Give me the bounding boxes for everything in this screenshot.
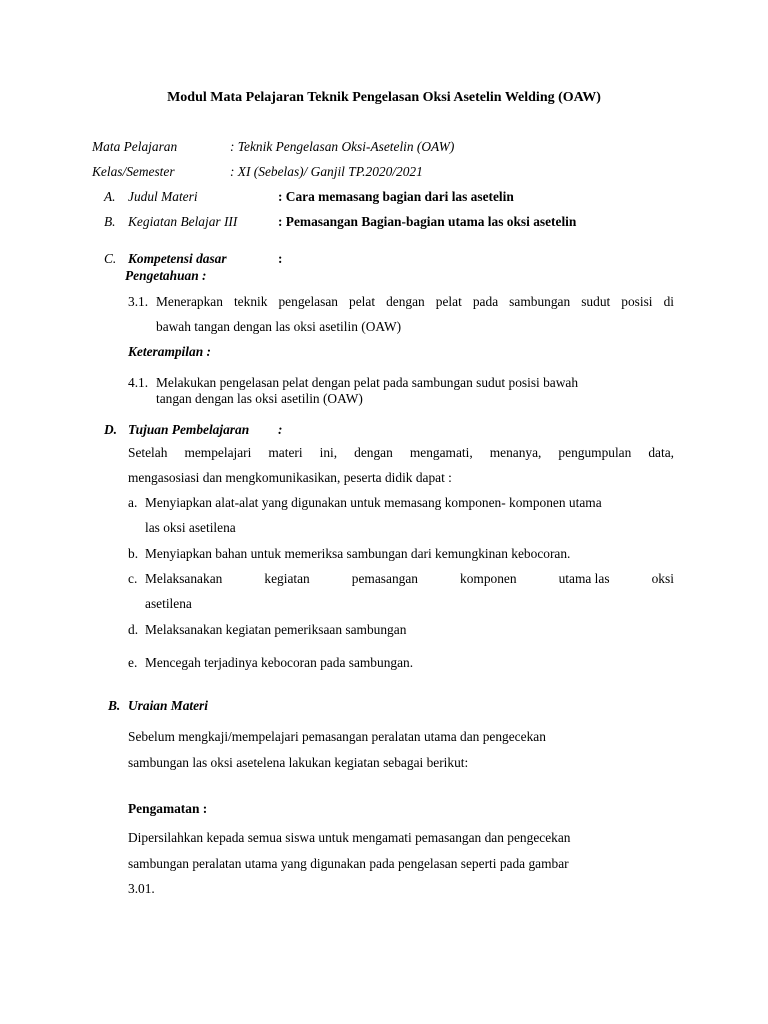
tujuan-item-c-word: Melaksanakan <box>145 571 223 586</box>
tujuan-item-c-word: oksi <box>651 571 674 586</box>
kompetensi-label: Kompetensi dasar <box>128 251 227 266</box>
tujuan-item-d-line1: Melaksanakan kegiatan pemeriksaan sambungan <box>145 622 407 637</box>
section-b2-marker: B. <box>108 698 121 713</box>
kelas-value: : XI (Sebelas)/ Ganjil TP.2020/2021 <box>230 164 423 179</box>
kd41-number: 4.1. <box>128 375 149 390</box>
kd31-number: 3.1. <box>128 294 149 309</box>
tujuan-item-a-line1: Menyiapkan alat-alat yang digunakan untuk memasang komponen- komponen utama <box>145 495 602 510</box>
uraian-materi-label: Uraian Materi <box>128 698 208 713</box>
kompetensi-colon: : <box>278 251 283 266</box>
judul-materi-value: : Cara memasang bagian dari las asetelin <box>278 189 514 204</box>
uraian-para2-line2: sambungan peralatan utama yang digunakan pada pengelasan seperti pada gambar <box>128 856 569 871</box>
tujuan-label: Tujuan Pembelajaran <box>128 422 250 437</box>
section-d-marker: D. <box>104 422 118 437</box>
kegiatan-belajar-label: Kegiatan Belajar III <box>128 214 238 229</box>
tujuan-item-b-line1: Menyiapkan bahan untuk memeriksa sambungan dari kemungkinan kebocoran. <box>145 546 571 561</box>
tujuan-item-a-line2: las oksi asetilena <box>145 520 236 535</box>
pengetahuan-label: Pengetahuan : <box>125 268 207 283</box>
tujuan-item-c-line1 <box>145 571 674 587</box>
kd31-line2: bawah tangan dengan las oksi asetilin (OAW) <box>156 319 402 334</box>
kelas-label: Kelas/Semester <box>92 164 175 179</box>
uraian-para2-line3: 3.01. <box>128 881 155 896</box>
kd41-line1: Melakukan pengelasan pelat dengan pelat pada sambungan sudut posisi bawah <box>156 375 579 390</box>
tujuan-item-c-word: pemasangan <box>351 571 418 586</box>
uraian-para1-line1: Sebelum mengkaji/mempelajari pemasangan peralatan utama dan pengecekan <box>128 729 546 744</box>
kegiatan-belajar-value: : Pemasangan Bagian-bagian utama las oksi asetelin <box>278 214 577 229</box>
tujuan-intro-line2: mengasosiasi dan mengkomunikasikan, peserta didik dapat : <box>128 470 452 485</box>
uraian-para1-line2: sambungan las oksi asetelena lakukan kegiatan sebagai berikut: <box>128 755 469 770</box>
tujuan-item-c-word: utama las <box>558 571 610 586</box>
tujuan-item-a-marker: a. <box>128 495 138 510</box>
pengamatan-label: Pengamatan : <box>128 801 208 816</box>
mapel-label: Mata Pelajaran <box>92 139 178 154</box>
tujuan-item-e-line1: Mencegah terjadinya kebocoran pada sambungan. <box>145 655 414 670</box>
section-b1-marker: B. <box>104 214 116 229</box>
tujuan-item-b-marker: b. <box>128 546 139 561</box>
kd41-line2: tangan dengan las oksi asetilin (OAW) <box>156 391 363 406</box>
kd31-line1: Menerapkan teknik pengelasan pelat dengan pelat pada sambungan sudut posisi di <box>156 294 674 309</box>
tujuan-item-d-marker: d. <box>128 622 139 637</box>
section-a-marker: A. <box>104 189 116 204</box>
uraian-para2-line1: Dipersilahkan kepada semua siswa untuk mengamati pemasangan dan pengecekan <box>128 830 571 845</box>
tujuan-item-c-line2: asetilena <box>145 596 192 611</box>
tujuan-item-e-marker: e. <box>128 655 138 670</box>
tujuan-item-c-word: komponen <box>460 571 517 586</box>
mapel-value: : Teknik Pengelasan Oksi-Asetelin (OAW) <box>230 139 455 154</box>
tujuan-intro-line1: Setelah mempelajari materi ini, dengan mengamati, menanya, pengumpulan data, <box>128 445 674 460</box>
judul-materi-label: Judul Materi <box>128 189 198 204</box>
tujuan-item-c-word: kegiatan <box>264 571 310 586</box>
tujuan-item-c-marker: c. <box>128 571 138 586</box>
tujuan-colon: : <box>278 422 283 437</box>
section-c-marker: C. <box>104 251 117 266</box>
keterampilan-label: Keterampilan : <box>128 344 211 359</box>
page-title: Modul Mata Pelajaran Teknik Pengelasan Oksi Asetelin Welding (OAW) <box>167 90 601 105</box>
